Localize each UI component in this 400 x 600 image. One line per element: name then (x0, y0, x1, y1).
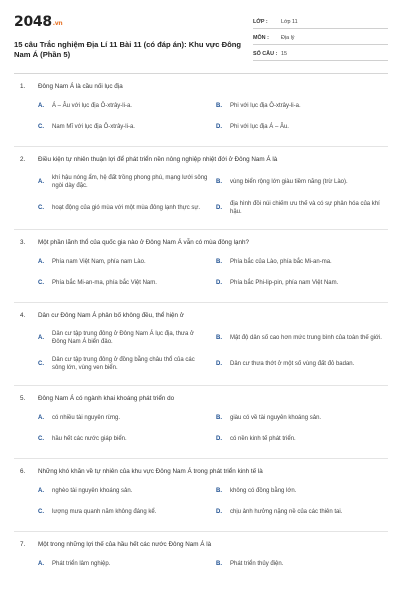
option-d[interactable] (216, 275, 386, 292)
option-text: không có đồng bằng lớn. (230, 488, 297, 495)
option-b[interactable] (216, 254, 386, 271)
meta-label: MÔN : (253, 35, 269, 41)
header-divider (14, 73, 388, 74)
option-text: Phát triển lâm nghiệp. (52, 561, 111, 568)
option-a[interactable] (38, 556, 208, 573)
option-letter: B. (216, 488, 222, 495)
option-b[interactable] (216, 327, 386, 349)
option-text: nghèo tài nguyên khoáng sản. (52, 488, 133, 495)
option-letter: A. (38, 178, 44, 185)
option-letter: C. (38, 436, 44, 443)
option-letter: B. (216, 259, 222, 266)
option-letter: B. (216, 334, 222, 341)
option-letter: A. (38, 259, 44, 266)
option-text: Dân cư thưa thớt ở một số vùng đất đỏ badan. (230, 360, 355, 367)
option-letter: C. (38, 280, 44, 287)
option-text: giàu có về tài nguyên khoáng sản. (230, 415, 322, 422)
header-left (14, 14, 246, 60)
option-a[interactable] (38, 410, 208, 427)
question-2 (14, 155, 388, 230)
option-text: có nền kinh tế phát triển. (230, 436, 296, 443)
option-letter: A. (38, 103, 44, 110)
option-text: Á – Âu với lục địa Ô-xtrây-li-a. (52, 103, 132, 110)
option-c[interactable] (38, 275, 208, 292)
option-d[interactable] (216, 197, 386, 219)
option-text: hầu hết các nước giáp biển. (52, 436, 127, 443)
question-text: Điều kiện tự nhiên thuận lợi để phát triển nền nông nghiệp nhiệt đới ở Đông Nam Á là (38, 156, 278, 163)
option-c[interactable] (38, 504, 208, 521)
question-6 (14, 467, 388, 532)
question-options (14, 410, 388, 452)
option-letter: A. (38, 561, 44, 568)
option-letter: A. (38, 415, 44, 422)
option-text: Phía bắc Phi-lip-pin, phía nam Việt Nam. (230, 280, 339, 287)
document-header (14, 14, 388, 64)
option-letter: D. (216, 509, 222, 516)
question-number: 3. (20, 239, 26, 246)
option-letter: D. (216, 280, 222, 287)
question-4 (14, 311, 388, 386)
option-letter: B. (216, 561, 222, 568)
option-letter: C. (38, 124, 44, 131)
option-letter: B. (216, 103, 222, 110)
option-b[interactable] (216, 98, 386, 115)
option-letter: D. (216, 360, 222, 367)
option-b[interactable] (216, 410, 386, 427)
question-text: Đông Nam Á có ngành khai khoáng phát triển do (38, 395, 175, 402)
site-logo[interactable] (14, 14, 246, 30)
option-text: Dân cư tập trung đông ở đồng bằng châu thổ của các sông lớn, vùng ven biển. (52, 356, 195, 371)
question-text: Một phần lãnh thổ của quốc gia nào ở Đông Nam Á vẫn có mùa đông lạnh? (38, 239, 250, 246)
question-options (14, 98, 388, 140)
option-letter: C. (38, 509, 44, 516)
option-b[interactable] (216, 171, 386, 193)
meta-value: Địa lý (281, 35, 295, 41)
option-text: Phát triển thủy điện. (230, 561, 284, 568)
question-number: 4. (20, 312, 26, 319)
option-letter: A. (38, 334, 44, 341)
question-text: Những khó khăn về tự nhiên của khu vực Đông Nam Á trong phát triển kinh tế là (38, 468, 263, 475)
option-text: vùng biển rộng lớn giàu tiềm năng (trừ Lào). (230, 178, 348, 185)
option-c[interactable] (38, 119, 208, 136)
option-text: Phi với lục địa Á – Âu. (230, 124, 289, 131)
option-d[interactable] (216, 353, 386, 375)
option-a[interactable] (38, 171, 208, 193)
question-options (14, 483, 388, 525)
option-letter: D. (216, 436, 222, 443)
option-letter: C. (38, 204, 44, 211)
option-text: Phía nam Việt Nam, phía nam Lào. (52, 259, 146, 266)
option-d[interactable] (216, 504, 386, 521)
option-a[interactable] (38, 254, 208, 271)
option-text: Phi với lục địa Ô-xtrây-li-a. (230, 103, 301, 110)
option-text: khí hậu nóng ẩm, hệ đất trồng phong phú, mạng lưới sông ngòi dày đặc. (52, 174, 208, 189)
logo-text: 2048 (14, 14, 52, 30)
option-d[interactable] (216, 431, 386, 448)
question-1 (14, 82, 388, 147)
option-a[interactable] (38, 327, 208, 349)
question-list (14, 82, 388, 583)
meta-grade (253, 16, 388, 29)
option-c[interactable] (38, 353, 208, 375)
option-text: Nam Mĩ với lục địa Ô-xtrây-li-a. (52, 124, 135, 131)
question-number: 1. (20, 83, 26, 90)
option-letter: A. (38, 488, 44, 495)
question-text: Một trong những lợi thế của hầu hết các nước Đông Nam Á là (38, 541, 212, 548)
question-7 (14, 540, 388, 583)
option-text: Dân cư tập trung đông ở Đông Nam Á lục địa, thưa ở Đông Nam Á biển đảo. (52, 330, 194, 345)
option-a[interactable] (38, 98, 208, 115)
option-b[interactable] (216, 556, 386, 573)
option-text: Phía bắc của Lào, phía bắc Mi-an-ma. (230, 259, 332, 266)
question-5 (14, 394, 388, 459)
meta-value: 15 (281, 51, 287, 57)
option-text: lượng mưa quanh năm không đáng kể. (52, 509, 157, 516)
option-letter: D. (216, 204, 222, 211)
meta-subject (253, 32, 388, 45)
question-number: 6. (20, 468, 26, 475)
option-text: địa hình đồi núi chiếm ưu thế và có sự phân hóa của khí hậu. (230, 200, 380, 215)
option-b[interactable] (216, 483, 386, 500)
question-options (14, 254, 388, 296)
option-a[interactable] (38, 483, 208, 500)
option-text: có nhiều tài nguyên rừng. (52, 415, 121, 422)
question-options (14, 556, 388, 577)
logo-suffix: .vn (52, 20, 63, 27)
option-text: Mật độ dân số cao hơn mức trung bình của toàn thế giới. (230, 334, 382, 341)
option-d[interactable] (216, 119, 386, 136)
meta-label: SỐ CÂU : (253, 51, 278, 57)
option-c[interactable] (38, 197, 208, 219)
option-text: Phía bắc Mi-an-ma, phía bắc Việt Nam. (52, 280, 157, 287)
meta-value: Lớp 11 (281, 19, 298, 25)
question-text: Đông Nam Á là cầu nối lục địa (38, 83, 123, 90)
option-letter: C. (38, 360, 44, 367)
question-3 (14, 238, 388, 303)
option-letter: B. (216, 178, 222, 185)
option-c[interactable] (38, 431, 208, 448)
meta-label: LỚP : (253, 19, 268, 25)
document-meta (253, 16, 388, 64)
option-letter: D. (216, 124, 222, 131)
document-title: 15 câu Trắc nghiệm Địa Lí 11 Bài 11 (có đáp án): Khu vực Đông Nam Á (Phần 5) (14, 40, 242, 59)
question-text: Dân cư Đông Nam Á phân bố không đều, thể hiện ở (38, 312, 184, 319)
question-options (14, 171, 388, 223)
question-number: 5. (20, 395, 26, 402)
option-letter: B. (216, 415, 222, 422)
meta-question-count (253, 48, 388, 61)
option-text: chịu ảnh hưởng nặng nề của các thiên tai. (230, 509, 343, 516)
question-options (14, 327, 388, 379)
question-number: 2. (20, 156, 26, 163)
question-number: 7. (20, 541, 26, 548)
option-text: hoạt động của gió mùa với một mùa đông lạnh thực sự. (52, 204, 201, 211)
